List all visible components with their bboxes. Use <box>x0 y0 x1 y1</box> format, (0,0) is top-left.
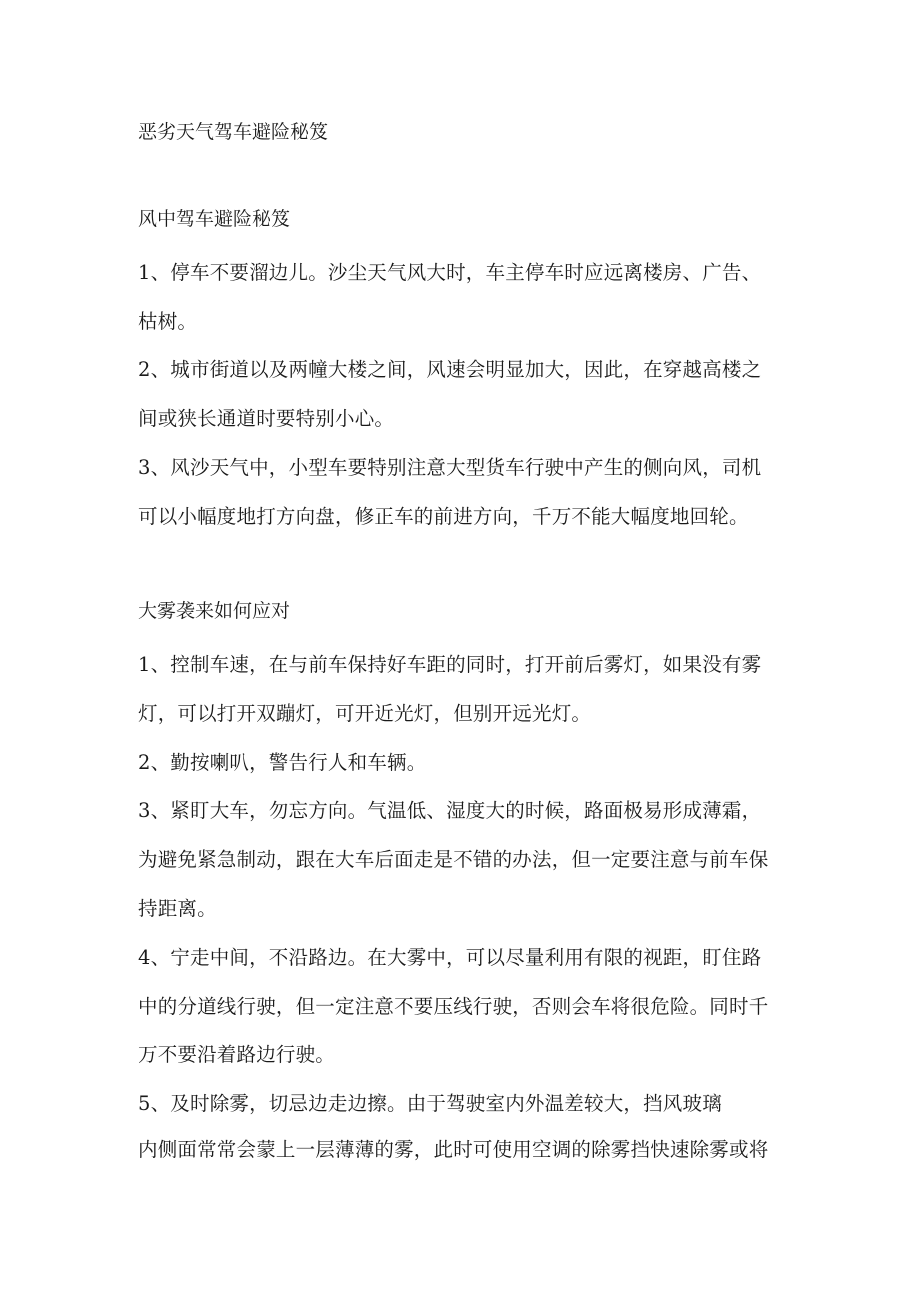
paragraph-line: 1、控制车速，在与前车保持好车距的同时，打开前后雾灯，如果没有雾 <box>138 653 762 676</box>
paragraph-line: 持距离。 <box>138 897 217 920</box>
paragraph-line: 2、勤按喇叭，警告行人和车辆。 <box>138 751 427 774</box>
paragraph-line: 3、紧盯大车，勿忘方向。气温低、湿度大的时候，路面极易形成薄霜， <box>138 799 762 822</box>
paragraph-line: 灯，可以打开双蹦灯，可开近光灯，但别开远光灯。 <box>138 702 592 725</box>
paragraph-line: 4、宁走中间，不沿路边。在大雾中，可以尽量利用有限的视距，盯住路 <box>138 946 762 969</box>
paragraph-line: 间或狭长通道时要特别小心。 <box>138 407 395 430</box>
paragraph-line: 中的分道线行驶，但一定注意不要压线行驶，否则会车将很危险。同时千 <box>138 995 769 1018</box>
paragraph-line: 2、城市街道以及两幢大楼之间，风速会明显加大，因此，在穿越高楼之 <box>138 358 762 381</box>
paragraph-line: 1、停车不要溜边儿。沙尘天气风大时，车主停车时应远离楼房、广告、 <box>138 261 762 284</box>
paragraph-line: 5、及时除雾，切忌边走边擦。由于驾驶室内外温差较大，挡风玻璃 <box>138 1092 722 1115</box>
paragraph-line: 万不要沿着路边行驶。 <box>138 1043 336 1066</box>
paragraph-line: 内侧面常常会蒙上一层薄薄的雾，此时可使用空调的除雾挡快速除雾或将 <box>138 1138 769 1161</box>
document-title: 恶劣天气驾车避险秘笈 <box>138 121 329 143</box>
paragraph-line: 枯树。 <box>138 310 198 333</box>
paragraph-line: 3、风沙天气中，小型车要特别注意大型货车行驶中产生的侧向风，司机 <box>138 456 762 479</box>
paragraph-line: 为避免紧急制动，跟在大车后面走是不错的办法，但一定要注意与前车保 <box>138 848 769 871</box>
section-heading-wind: 风中驾车避险秘笈 <box>138 208 291 230</box>
paragraph-line: 可以小幅度地打方向盘，修正车的前进方向，千万不能大幅度地回轮。 <box>138 505 749 528</box>
section-heading-fog: 大雾袭来如何应对 <box>138 600 291 622</box>
